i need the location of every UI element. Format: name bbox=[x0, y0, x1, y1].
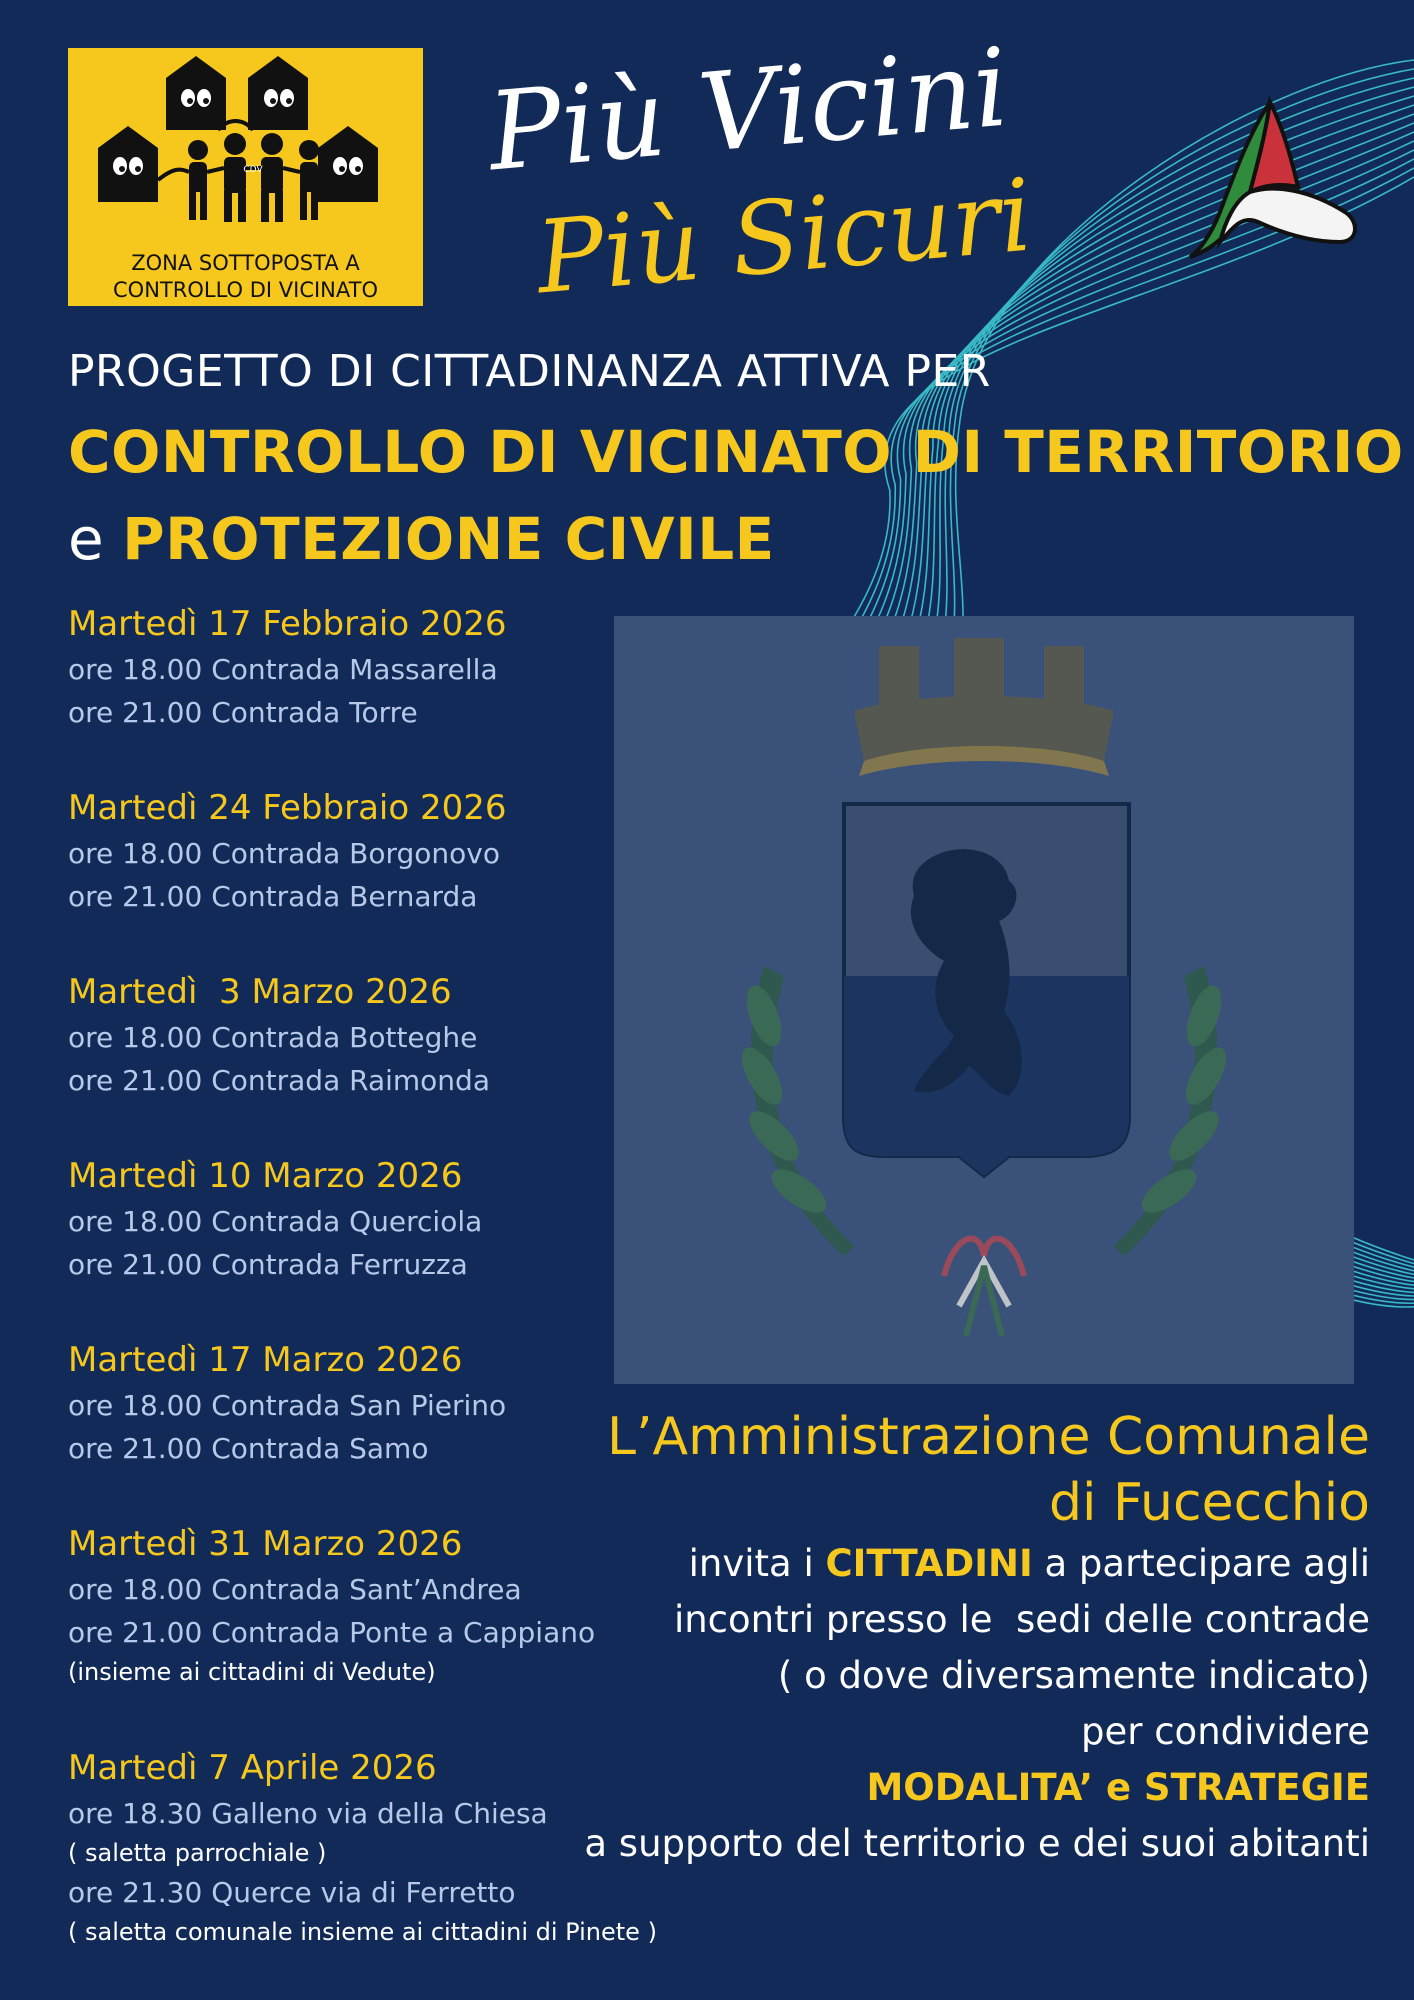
event-slot: ore 21.00 Contrada Raimonda bbox=[68, 1064, 490, 1097]
event-slot: ore 21.00 Contrada Torre bbox=[68, 696, 418, 729]
schedule-event-1 bbox=[68, 600, 628, 734]
event-slot: ore 18.30 Galleno via della Chiesa bbox=[68, 1797, 548, 1830]
event-slot: ore 18.00 Contrada Borgonovo bbox=[68, 837, 500, 870]
invite-modalita-strategie: MODALITA’ e STRATEGIE bbox=[866, 1766, 1370, 1809]
event-slot: ore 18.00 Contrada Sant’Andrea bbox=[68, 1573, 522, 1606]
invitation-text bbox=[570, 1404, 1370, 1872]
coat-of-arms-icon bbox=[614, 616, 1354, 1384]
event-note: (insieme ai cittadini di Vedute) bbox=[68, 1658, 436, 1686]
invite-cittadini: CITTADINI bbox=[825, 1542, 1033, 1585]
event-slot: ore 21.00 Contrada Ferruzza bbox=[68, 1248, 468, 1281]
event-date: Martedì 24 Febbraio 2026 bbox=[68, 788, 507, 828]
event-date: Martedì 3 Marzo 2026 bbox=[68, 972, 452, 1012]
heading-line3 bbox=[68, 505, 775, 573]
schedule-event-3 bbox=[68, 968, 628, 1102]
slogan-line2: Più Sicuri bbox=[531, 156, 1037, 317]
logo-caption bbox=[68, 250, 423, 304]
logo-caption-line1: ZONA SOTTOPOSTA A bbox=[131, 251, 360, 275]
schedule-event-5 bbox=[68, 1336, 628, 1470]
organizer-line1: L’Amministrazione Comunale bbox=[607, 1407, 1370, 1467]
controllo-vicinato-logo bbox=[68, 48, 423, 306]
event-note: ( saletta parrochiale ) bbox=[68, 1839, 327, 1867]
heading-protezione-civile: PROTEZIONE CIVILE bbox=[122, 505, 775, 573]
event-date: Martedì 10 Marzo 2026 bbox=[68, 1156, 463, 1196]
event-slot: ore 21.30 Querce via di Ferretto bbox=[68, 1876, 516, 1909]
invite-line8: a supporto del territorio e dei suoi abitanti bbox=[584, 1822, 1370, 1865]
event-date: Martedì 17 Marzo 2026 bbox=[68, 1340, 463, 1380]
event-date: Martedì 31 Marzo 2026 bbox=[68, 1524, 463, 1564]
slogan bbox=[478, 25, 1098, 328]
event-slot: ore 18.00 Contrada Massarella bbox=[68, 653, 498, 686]
event-slot: ore 21.00 Contrada Bernarda bbox=[68, 880, 478, 913]
event-slot: ore 18.00 Contrada San Pierino bbox=[68, 1389, 507, 1422]
schedule-event-7 bbox=[68, 1744, 657, 1950]
logo-caption-line2: CONTROLLO DI VICINATO bbox=[113, 278, 378, 302]
event-slot: ore 21.00 Contrada Ponte a Cappiano bbox=[68, 1616, 596, 1649]
schedule-event-4 bbox=[68, 1152, 628, 1286]
houses-people-icon bbox=[68, 48, 423, 253]
invite-line4: incontri presso le sedi delle contrade bbox=[673, 1598, 1370, 1641]
heading-line1: PROGETTO DI CITTADINANZA ATTIVA PER bbox=[68, 346, 991, 397]
event-date: Martedì 7 Aprile 2026 bbox=[68, 1748, 437, 1788]
invite-line3-pre: invita i bbox=[688, 1542, 814, 1585]
organizer-line2: di Fucecchio bbox=[1049, 1473, 1370, 1533]
coat-of-arms-panel bbox=[614, 616, 1354, 1384]
tricolor-logo-icon bbox=[1180, 92, 1365, 262]
event-slot: ore 18.00 Contrada Botteghe bbox=[68, 1021, 478, 1054]
invite-line3-post: a partecipare agli bbox=[1032, 1542, 1370, 1585]
heading-line2: CONTROLLO DI VICINATO DI TERRITORIO bbox=[68, 418, 1404, 486]
heading-conjunction: e bbox=[68, 505, 104, 573]
slogan-line1: Più Vicini bbox=[483, 25, 1014, 196]
schedule-event-6 bbox=[68, 1520, 628, 1690]
event-date: Martedì 17 Febbraio 2026 bbox=[68, 604, 507, 644]
event-slot: ore 21.00 Contrada Samo bbox=[68, 1432, 429, 1465]
schedule-event-2 bbox=[68, 784, 628, 918]
event-note: ( saletta comunale insieme ai cittadini di Pinete ) bbox=[68, 1918, 657, 1946]
invite-line6: per condividere bbox=[1080, 1710, 1370, 1753]
invite-line3 bbox=[570, 1536, 1370, 1592]
event-slot: ore 18.00 Contrada Querciola bbox=[68, 1205, 483, 1238]
invite-line5: ( o dove diversamente indicato) bbox=[777, 1654, 1370, 1697]
cdv-badge-text: CDV bbox=[243, 165, 263, 175]
